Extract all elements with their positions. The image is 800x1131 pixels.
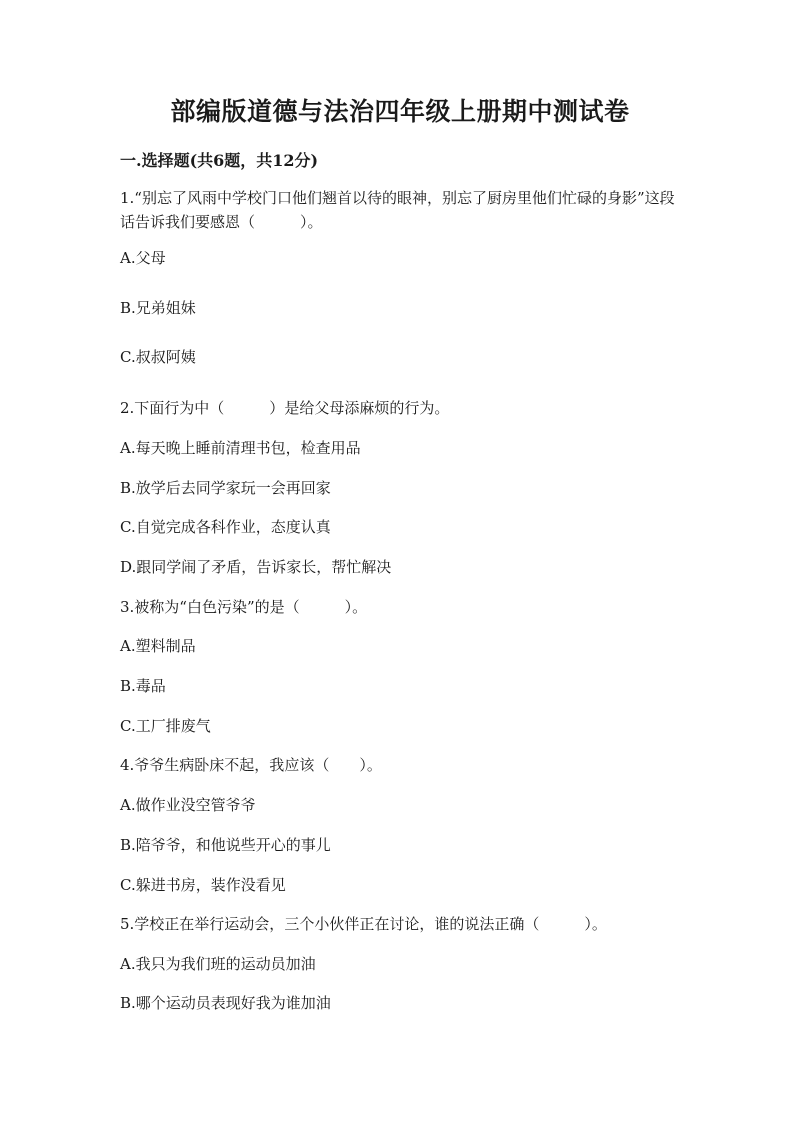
question-4-stem: 4.爷爷生病卧床不起，我应该（ ）。 — [120, 756, 382, 774]
question-3-option-c: C.工厂排废气 — [120, 717, 211, 735]
question-4-option-b: B.陪爷爷，和他说些开心的事儿 — [120, 836, 331, 854]
question-2-option-c: C.自觉完成各科作业，态度认真 — [120, 518, 331, 536]
question-3-stem: 3.被称为“白色污染”的是（ ）。 — [120, 598, 368, 616]
question-2-option-a: A.每天晚上睡前清理书包，检查用品 — [120, 439, 361, 457]
question-5-stem: 5.学校正在举行运动会，三个小伙伴正在讨论，谁的说法正确（ ）。 — [120, 915, 607, 933]
question-1-option-a: A.父母 — [120, 249, 166, 267]
question-1-option-b: B.兄弟姐妹 — [120, 299, 196, 317]
section-heading-choice: 一.选择题(共6题，共12分) — [120, 151, 319, 170]
question-3-option-b: B.毒品 — [120, 677, 166, 695]
question-2-option-d: D.跟同学闹了矛盾，告诉家长，帮忙解决 — [120, 558, 392, 576]
page-title: 部编版道德与法治四年级上册期中测试卷 — [170, 97, 630, 126]
question-5-option-b: B.哪个运动员表现好我为谁加油 — [120, 994, 331, 1012]
question-2-stem: 2.下面行为中（ ）是给父母添麻烦的行为。 — [120, 399, 450, 417]
question-1-stem: 1.“别忘了风雨中学校门口他们翘首以待的眼神，别忘了厨房里他们忙碌的身影”这段话告诉我们要感恩（ ）。 — [120, 189, 675, 231]
question-4-option-c: C.躲进书房，装作没看见 — [120, 876, 286, 894]
question-2-option-b: B.放学后去同学家玩一会再回家 — [120, 479, 331, 497]
question-3-option-a: A.塑料制品 — [120, 637, 196, 655]
question-5-option-a: A.我只为我们班的运动员加油 — [120, 955, 316, 973]
question-4-option-a: A.做作业没空管爷爷 — [120, 796, 256, 814]
question-1-option-c: C.叔叔阿姨 — [120, 348, 196, 366]
